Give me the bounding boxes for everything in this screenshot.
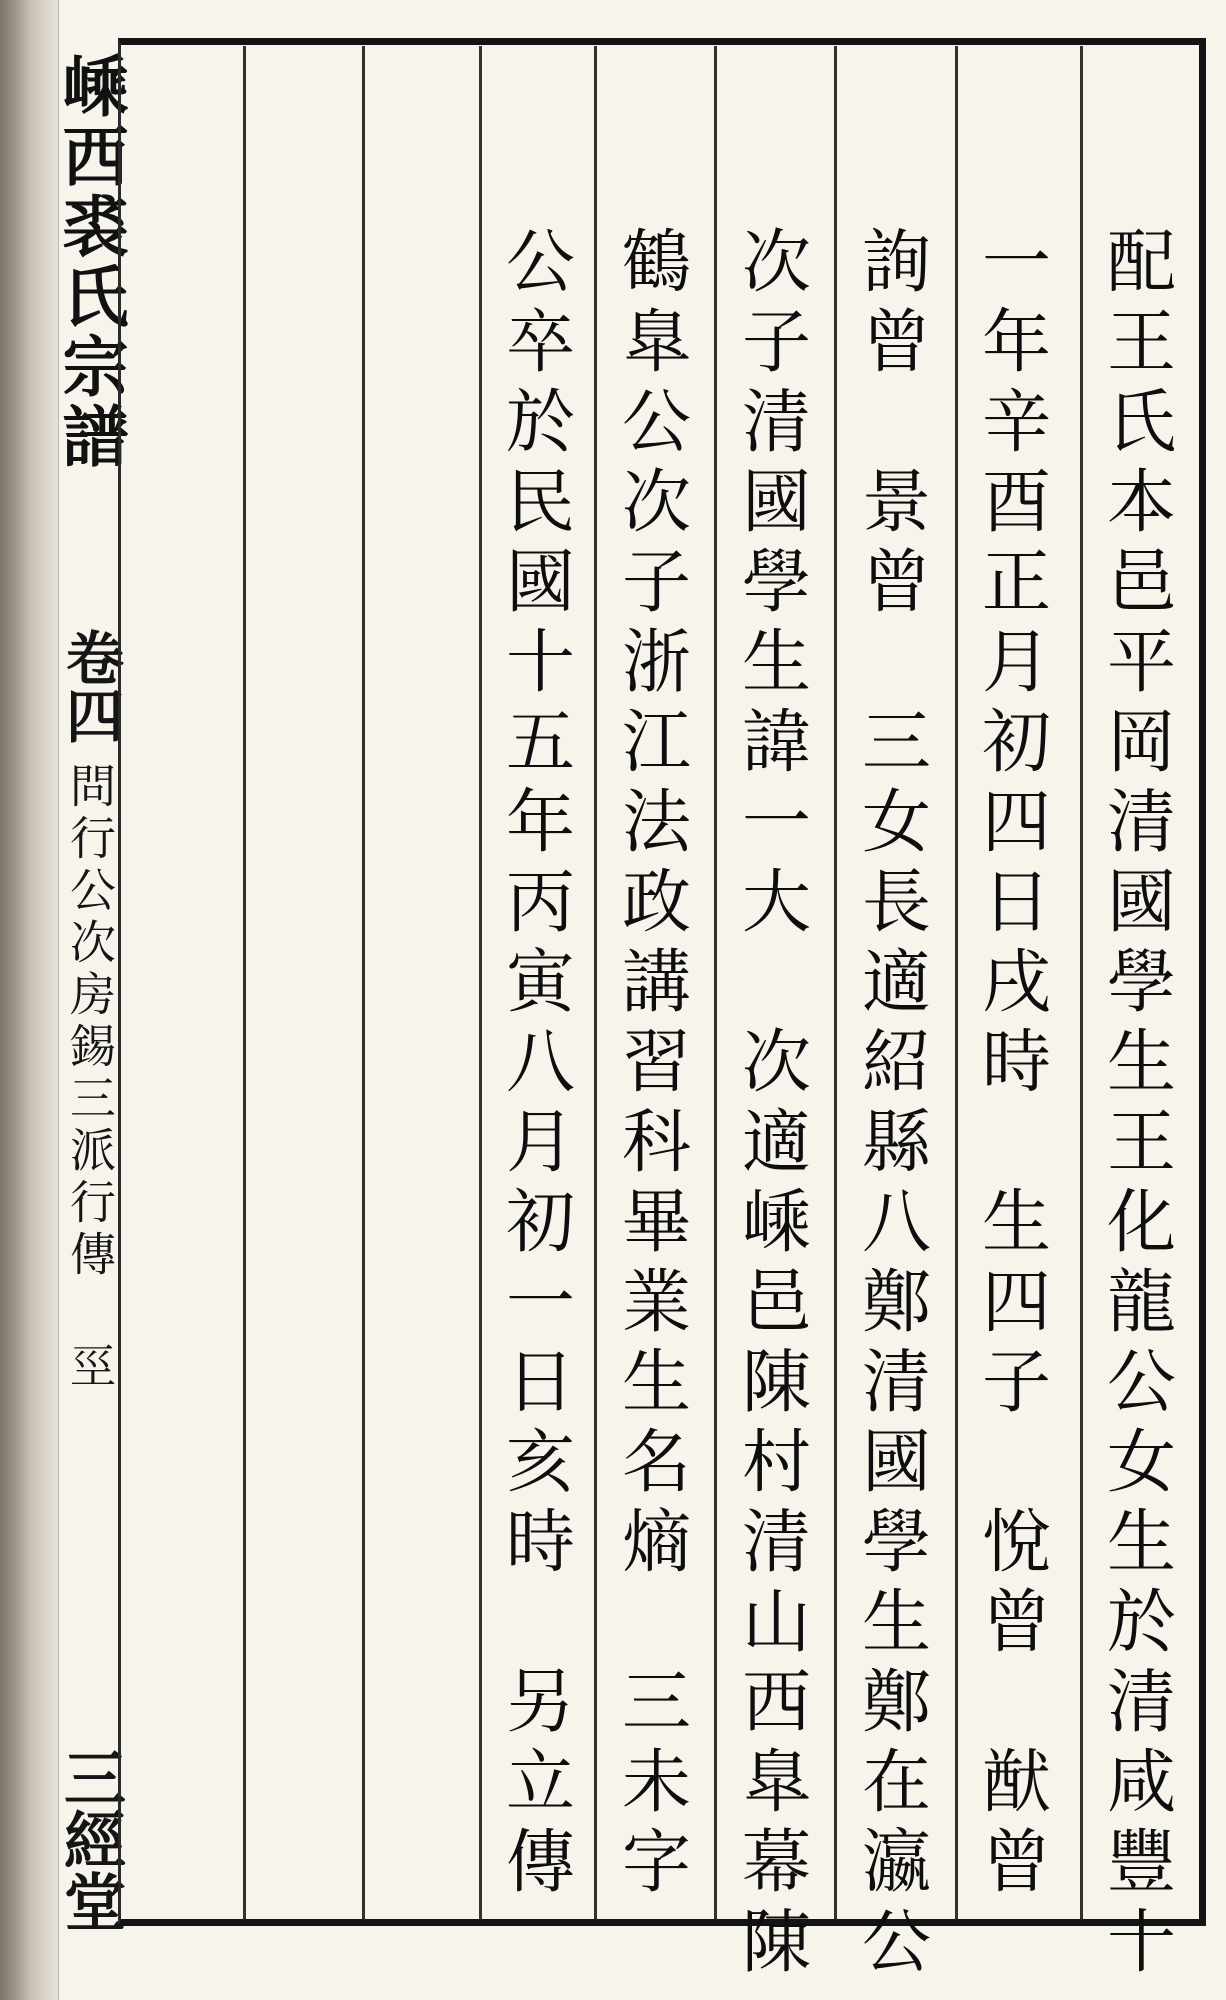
text-column-9	[130, 225, 230, 1905]
column-rule	[834, 46, 837, 1920]
text-column-5: 鶴臯公次子浙江法政講習科畢業生名熵 三未字	[610, 225, 690, 1905]
text-column-3: 詢曾 景曾 三女長適紹縣八鄭清國學生鄭在瀛公	[850, 225, 930, 1985]
genealogy-title: 嵊西裘氏宗譜	[51, 52, 129, 472]
column-rule	[714, 46, 717, 1920]
column-rule	[362, 46, 365, 1920]
text-column-8	[248, 225, 348, 1905]
section-label: 問行公次房錫三派行傳 巠	[63, 762, 117, 1394]
text-column-7	[367, 225, 467, 1905]
text-column-1: 配王氏本邑平岡清國學生王化龍公女生於清咸豐十	[1095, 225, 1175, 1985]
text-column-2: 一年辛酉正月初四日戌時 生四子 悅曾 猷曾	[970, 225, 1050, 1905]
hall-name: 三經堂	[53, 1746, 127, 1932]
column-rule	[955, 46, 958, 1920]
column-rule	[594, 46, 597, 1920]
volume-label: 卷四	[56, 628, 124, 744]
text-column-6: 公卒於民國十五年丙寅八月初一日亥時 另立傳	[494, 225, 574, 1905]
column-rule	[479, 46, 482, 1920]
column-rule	[243, 46, 246, 1920]
text-column-4: 次子清國學生諱一大 次適嵊邑陳村清山西臯幕陳	[730, 225, 810, 1985]
column-rule	[1080, 46, 1083, 1920]
